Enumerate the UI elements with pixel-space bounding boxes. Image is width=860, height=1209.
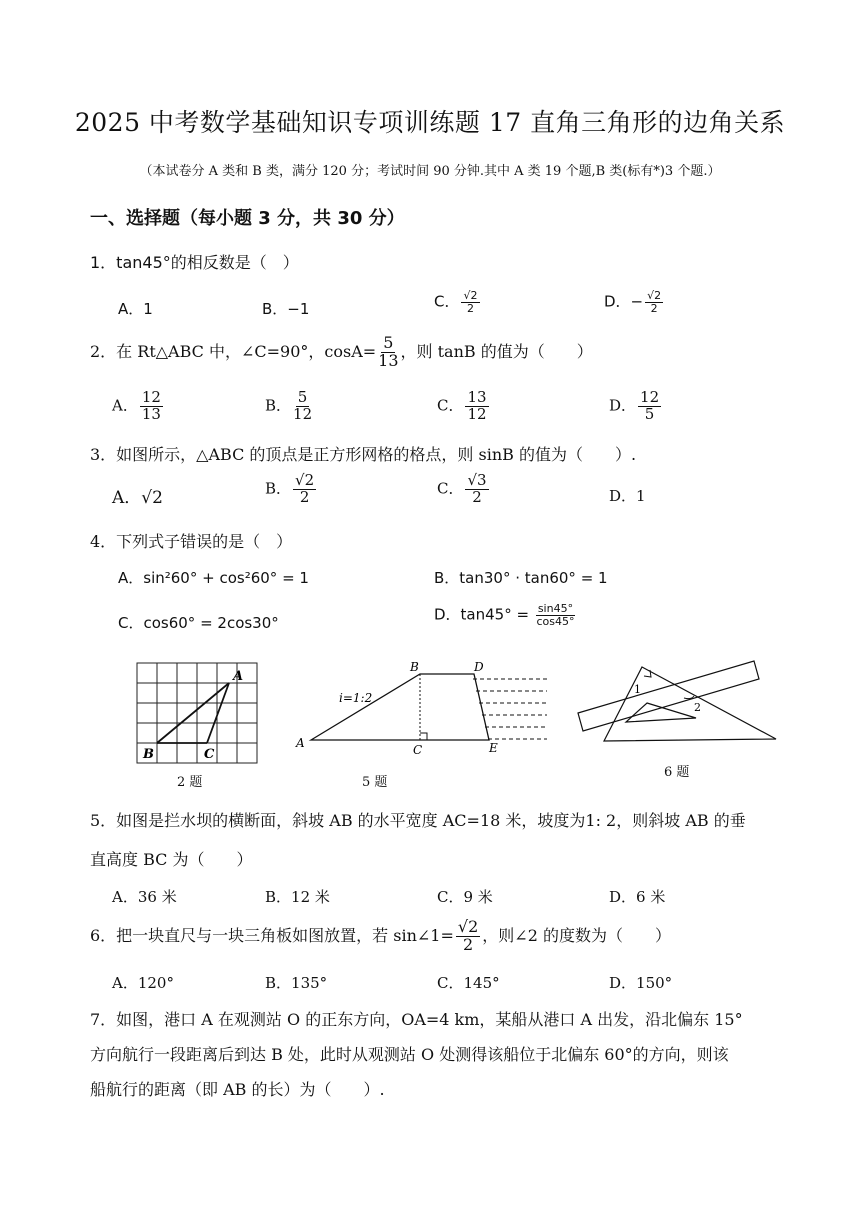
fraction-numerator: √2 [295, 471, 315, 489]
q6-option-c: C．145° [437, 974, 500, 992]
option-label: B． [265, 479, 292, 498]
dam-slope-label: i=1:2 [339, 691, 373, 705]
fraction-denominator: 12 [293, 404, 313, 423]
option-label: B． [265, 396, 292, 415]
q1-option-d-fraction [645, 290, 663, 314]
question-5-line-2: 直高度 BC 为（ ） [90, 850, 253, 869]
vertex-label-a: A [233, 669, 244, 684]
fraction-numerator: 5 [297, 388, 308, 406]
q4-option-a: A．sin²60° + cos²60° = 1 [118, 569, 309, 587]
q4-option-d [434, 603, 577, 627]
q2-option-b [265, 390, 314, 423]
q6-stem-pre: 6．把一块直尺与一块三角板如图放置，若 sin∠1= [90, 925, 454, 945]
fraction-denominator: 2 [472, 487, 482, 506]
figure-caption-2: 2 题 [177, 775, 203, 790]
q5-option-b: B．12 米 [265, 888, 330, 906]
fraction-denominator: 13 [141, 404, 161, 423]
fraction-denominator: 2 [650, 301, 658, 315]
ruler-triangle-figure [574, 656, 780, 748]
q6-option-b: B．135° [265, 974, 328, 992]
q3-option-c [437, 473, 491, 506]
grid-triangle-figure [136, 662, 260, 766]
q1-option-a: A．1 [118, 300, 153, 318]
fraction-numerator: √3 [467, 471, 487, 489]
q1-option-c-label: C． [434, 292, 460, 311]
section-heading: 一、选择题（每小题 3 分，共 30 分） [90, 208, 405, 229]
fraction-numerator: 5 [383, 333, 394, 352]
vertex-label-c: C [204, 747, 215, 762]
fraction-denominator: 2 [299, 487, 310, 506]
question-4-stem: 4．下列式子错误的是（ ） [90, 532, 293, 551]
fraction-denominator: 2 [463, 934, 474, 954]
question-6-stem [90, 919, 671, 954]
option-label: D．tan45° = [434, 605, 534, 624]
q2-stem-fraction [378, 335, 398, 370]
fraction-numerator: 12 [141, 388, 161, 406]
fraction-numerator: 12 [640, 388, 660, 406]
q5-option-c: C．9 米 [437, 888, 493, 906]
fraction-denominator: 5 [644, 404, 655, 423]
q6-option-a: A．120° [112, 974, 174, 992]
question-7-line-2: 方向航行一段距离后到达 B 处，此时从观测站 O 处测得该船位于北偏东 60°的方向，则该 [90, 1045, 729, 1064]
option-fraction [465, 473, 488, 506]
q2-stem-pre: 2．在 Rt△ABC 中，∠C=90°，cosA= [90, 341, 377, 361]
dam-label-e: E [489, 741, 498, 755]
option-label: D． [609, 396, 637, 415]
question-7-line-1: 7．如图，港口 A 在观测站 O 的正东方向，OA=4 km，某船从港口 A 出发，沿北偏东 15° [90, 1010, 743, 1029]
dam-label-a: A [296, 736, 305, 750]
q1-option-b: B．−1 [262, 300, 310, 318]
q6-stem-post: ，则∠2 的度数为（ ） [482, 925, 671, 945]
question-2-stem [90, 335, 593, 370]
option-fraction [536, 603, 575, 627]
option-fraction [140, 390, 163, 423]
fraction-numerator: √2 [647, 289, 662, 302]
question-5-line-1: 5．如图是拦水坝的横断面，斜坡 AB 的水平宽度 AC=18 米，坡度为1: 2，则斜坡 AB 的垂 [90, 811, 746, 830]
option-label: A． [112, 396, 138, 415]
q1-option-c [434, 290, 482, 314]
page-title: 2025 中考数学基础知识专项训练题 17 直角三角形的边角关系 [74, 108, 786, 137]
fraction-denominator: cos45° [536, 614, 575, 628]
fraction-denominator: 12 [467, 404, 487, 423]
dam-cross-section-figure [293, 656, 551, 756]
dam-label-c: C [413, 743, 423, 756]
dam-label-b: B [410, 660, 419, 674]
fraction-denominator: 13 [378, 350, 399, 370]
vertex-label-b: B [143, 747, 154, 762]
q2-stem-post: ，则 tanB 的值为（ ） [400, 341, 593, 361]
q5-option-d: D．6 米 [609, 888, 666, 906]
q1-option-d-label: D．− [604, 292, 644, 311]
q4-option-b: B．tan30° · tan60° = 1 [434, 569, 608, 587]
dam-label-d: D [474, 660, 484, 674]
q3-option-d: D．1 [609, 487, 646, 505]
fraction-denominator: 2 [466, 301, 474, 315]
fraction-numerator: √2 [463, 289, 478, 302]
option-label: C． [437, 479, 464, 498]
figure-caption-6: 6 题 [664, 765, 690, 780]
figure-caption-5: 5 题 [362, 775, 388, 790]
q6-option-d: D．150° [609, 974, 673, 992]
fraction-numerator: 13 [467, 388, 487, 406]
q3-option-a: A．√2 [112, 488, 163, 508]
q2-option-d [609, 390, 663, 423]
q1-option-c-fraction [461, 290, 479, 314]
q2-option-c [437, 390, 491, 423]
option-fraction [293, 390, 312, 423]
q5-option-a: A．36 米 [112, 888, 177, 906]
q4-option-c: C．cos60° = 2cos30° [118, 614, 279, 632]
q3-option-b [265, 473, 318, 506]
question-7-line-3: 船航行的距离（即 AB 的长）为（ ）. [90, 1080, 385, 1099]
q1-option-d [604, 290, 665, 314]
question-3-stem: 3．如图所示，△ABC 的顶点是正方形网格的格点，则 sinB 的值为（ ）. [90, 445, 637, 464]
exam-note: （本试卷分 A 类和 B 类，满分 120 分；考试时间 90 分钟.其中 A 类 19 个题,B 类(标有*)3 个题.） [139, 164, 721, 179]
angle-2-label: 2 [694, 701, 701, 714]
option-fraction [465, 390, 488, 423]
option-fraction [293, 473, 316, 506]
fraction-numerator: √2 [457, 917, 479, 936]
q2-option-a [112, 390, 165, 423]
question-1-stem: 1．tan45°的相反数是（ ） [90, 253, 299, 272]
option-fraction [638, 390, 661, 423]
fraction-numerator: sin45° [537, 602, 574, 615]
q6-stem-fraction [456, 919, 480, 954]
option-label: C． [437, 396, 464, 415]
angle-1-label: 1 [634, 683, 641, 696]
